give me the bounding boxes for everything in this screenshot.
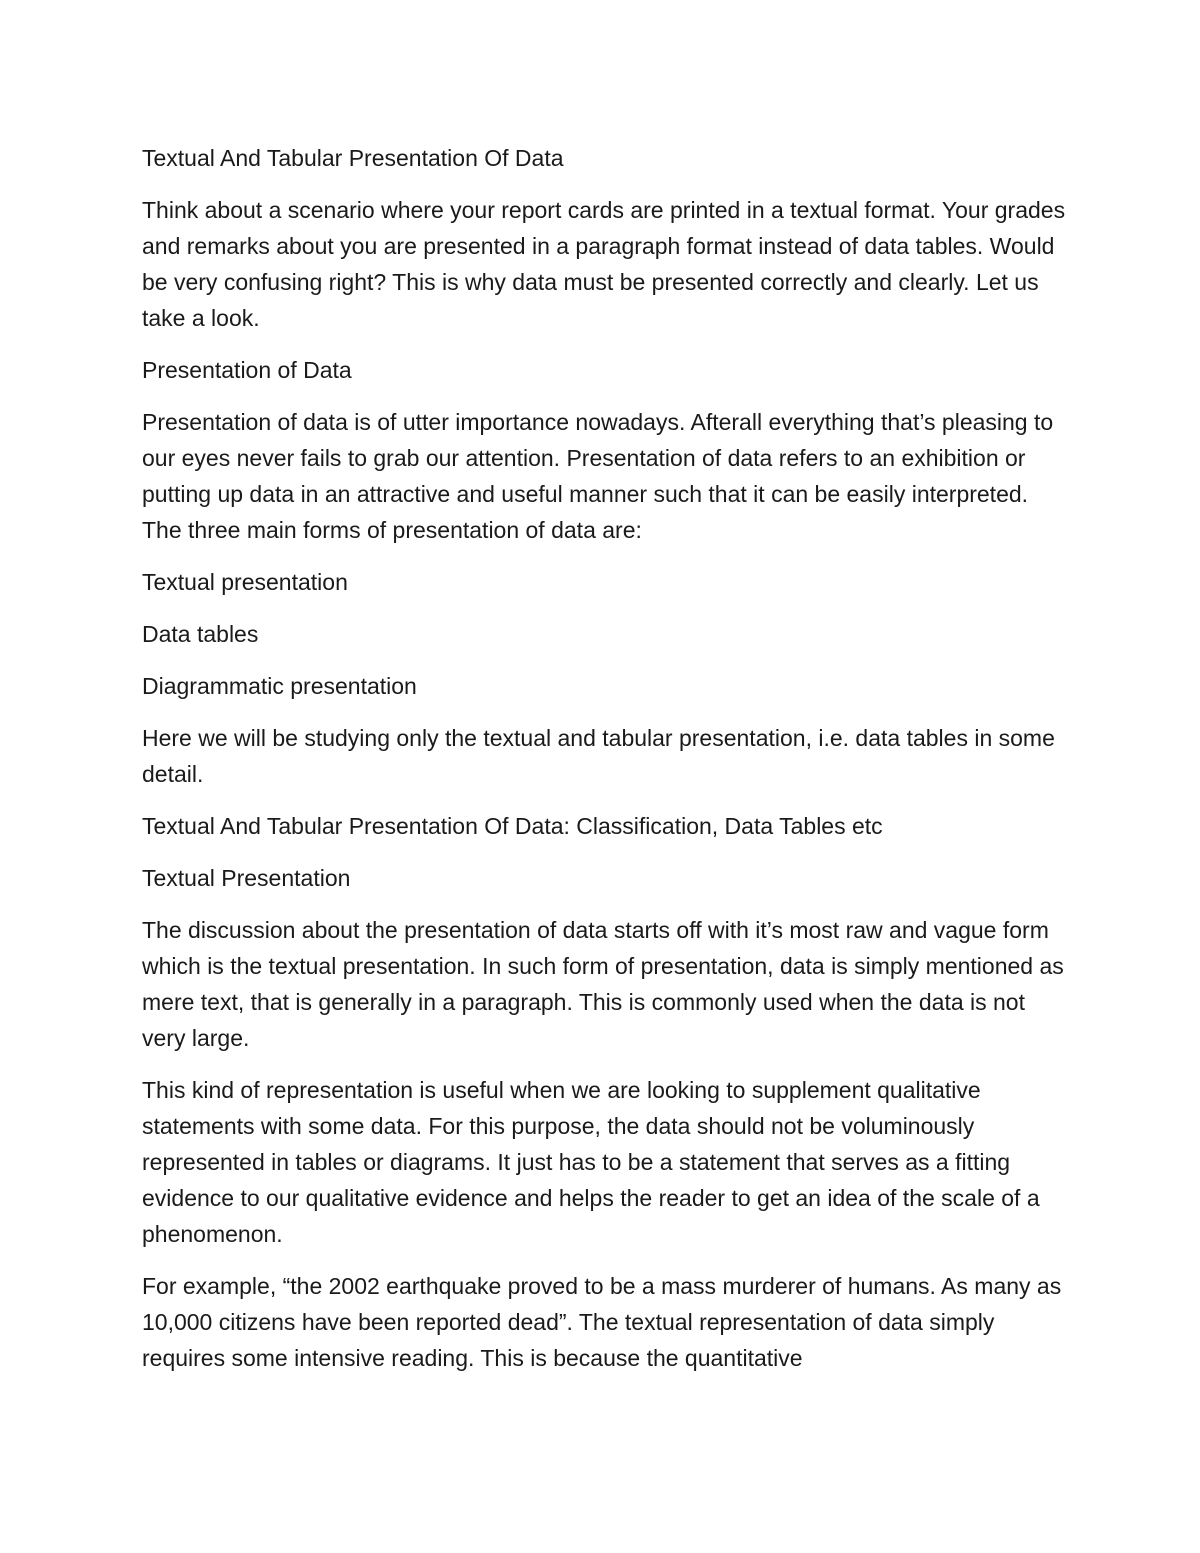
example-paragraph: For example, “the 2002 earthquake proved to be a mass murderer of humans. As many as 10,000 citizens have been reported dead”. The textual representation of data simply requires some intensive reading. This is because the quantitative: [142, 1273, 1062, 1371]
list-item-diagrammatic-presentation: Diagrammatic presentation: [142, 673, 417, 699]
textual-presentation-paragraph: The discussion about the presentation of data starts off with it’s most raw and vague form which is the textual presentation. In such form of presentation, data is simply mentioned as mere text, that is generally in a paragraph. This is commonly used when the data is not very large.: [142, 917, 1064, 1051]
presentation-paragraph: Presentation of data is of utter importance nowadays. Afterall everything that’s pleasing to our eyes never fails to grab our attention. Presentation of data refers to an exhibition or putting up data in an attractive and useful manner such that it can be easily interpreted. The three main forms of presentation of data are:: [142, 409, 1054, 543]
subtitle-classification: Textual And Tabular Presentation Of Data: Classification, Data Tables etc: [142, 813, 883, 839]
list-item-textual-presentation: Textual presentation: [142, 569, 348, 595]
usefulness-paragraph: This kind of representation is useful when we are looking to supplement qualitative statements with some data. For this purpose, the data should not be voluminously represented in tables or diagrams. It just has to be a statement that serves as a fitting evidence to our qualitative evidence and helps the reader to get an idea of the scale of a phenomenon.: [142, 1077, 1040, 1247]
section-heading-textual-presentation: Textual Presentation: [142, 865, 351, 891]
intro-paragraph: Think about a scenario where your report cards are printed in a textual format. Your grades and remarks about you are presented in a paragraph format instead of data tables. Would be very confusing right? This is why data must be presented correctly and clearly. Let us take a look.: [142, 197, 1066, 331]
document-body: [142, 140, 1072, 1392]
section-heading-presentation-of-data: Presentation of Data: [142, 357, 352, 383]
scope-paragraph: Here we will be studying only the textual and tabular presentation, i.e. data tables in some detail.: [142, 725, 1055, 787]
document-title: Textual And Tabular Presentation Of Data: [142, 145, 564, 171]
list-item-data-tables: Data tables: [142, 621, 259, 647]
